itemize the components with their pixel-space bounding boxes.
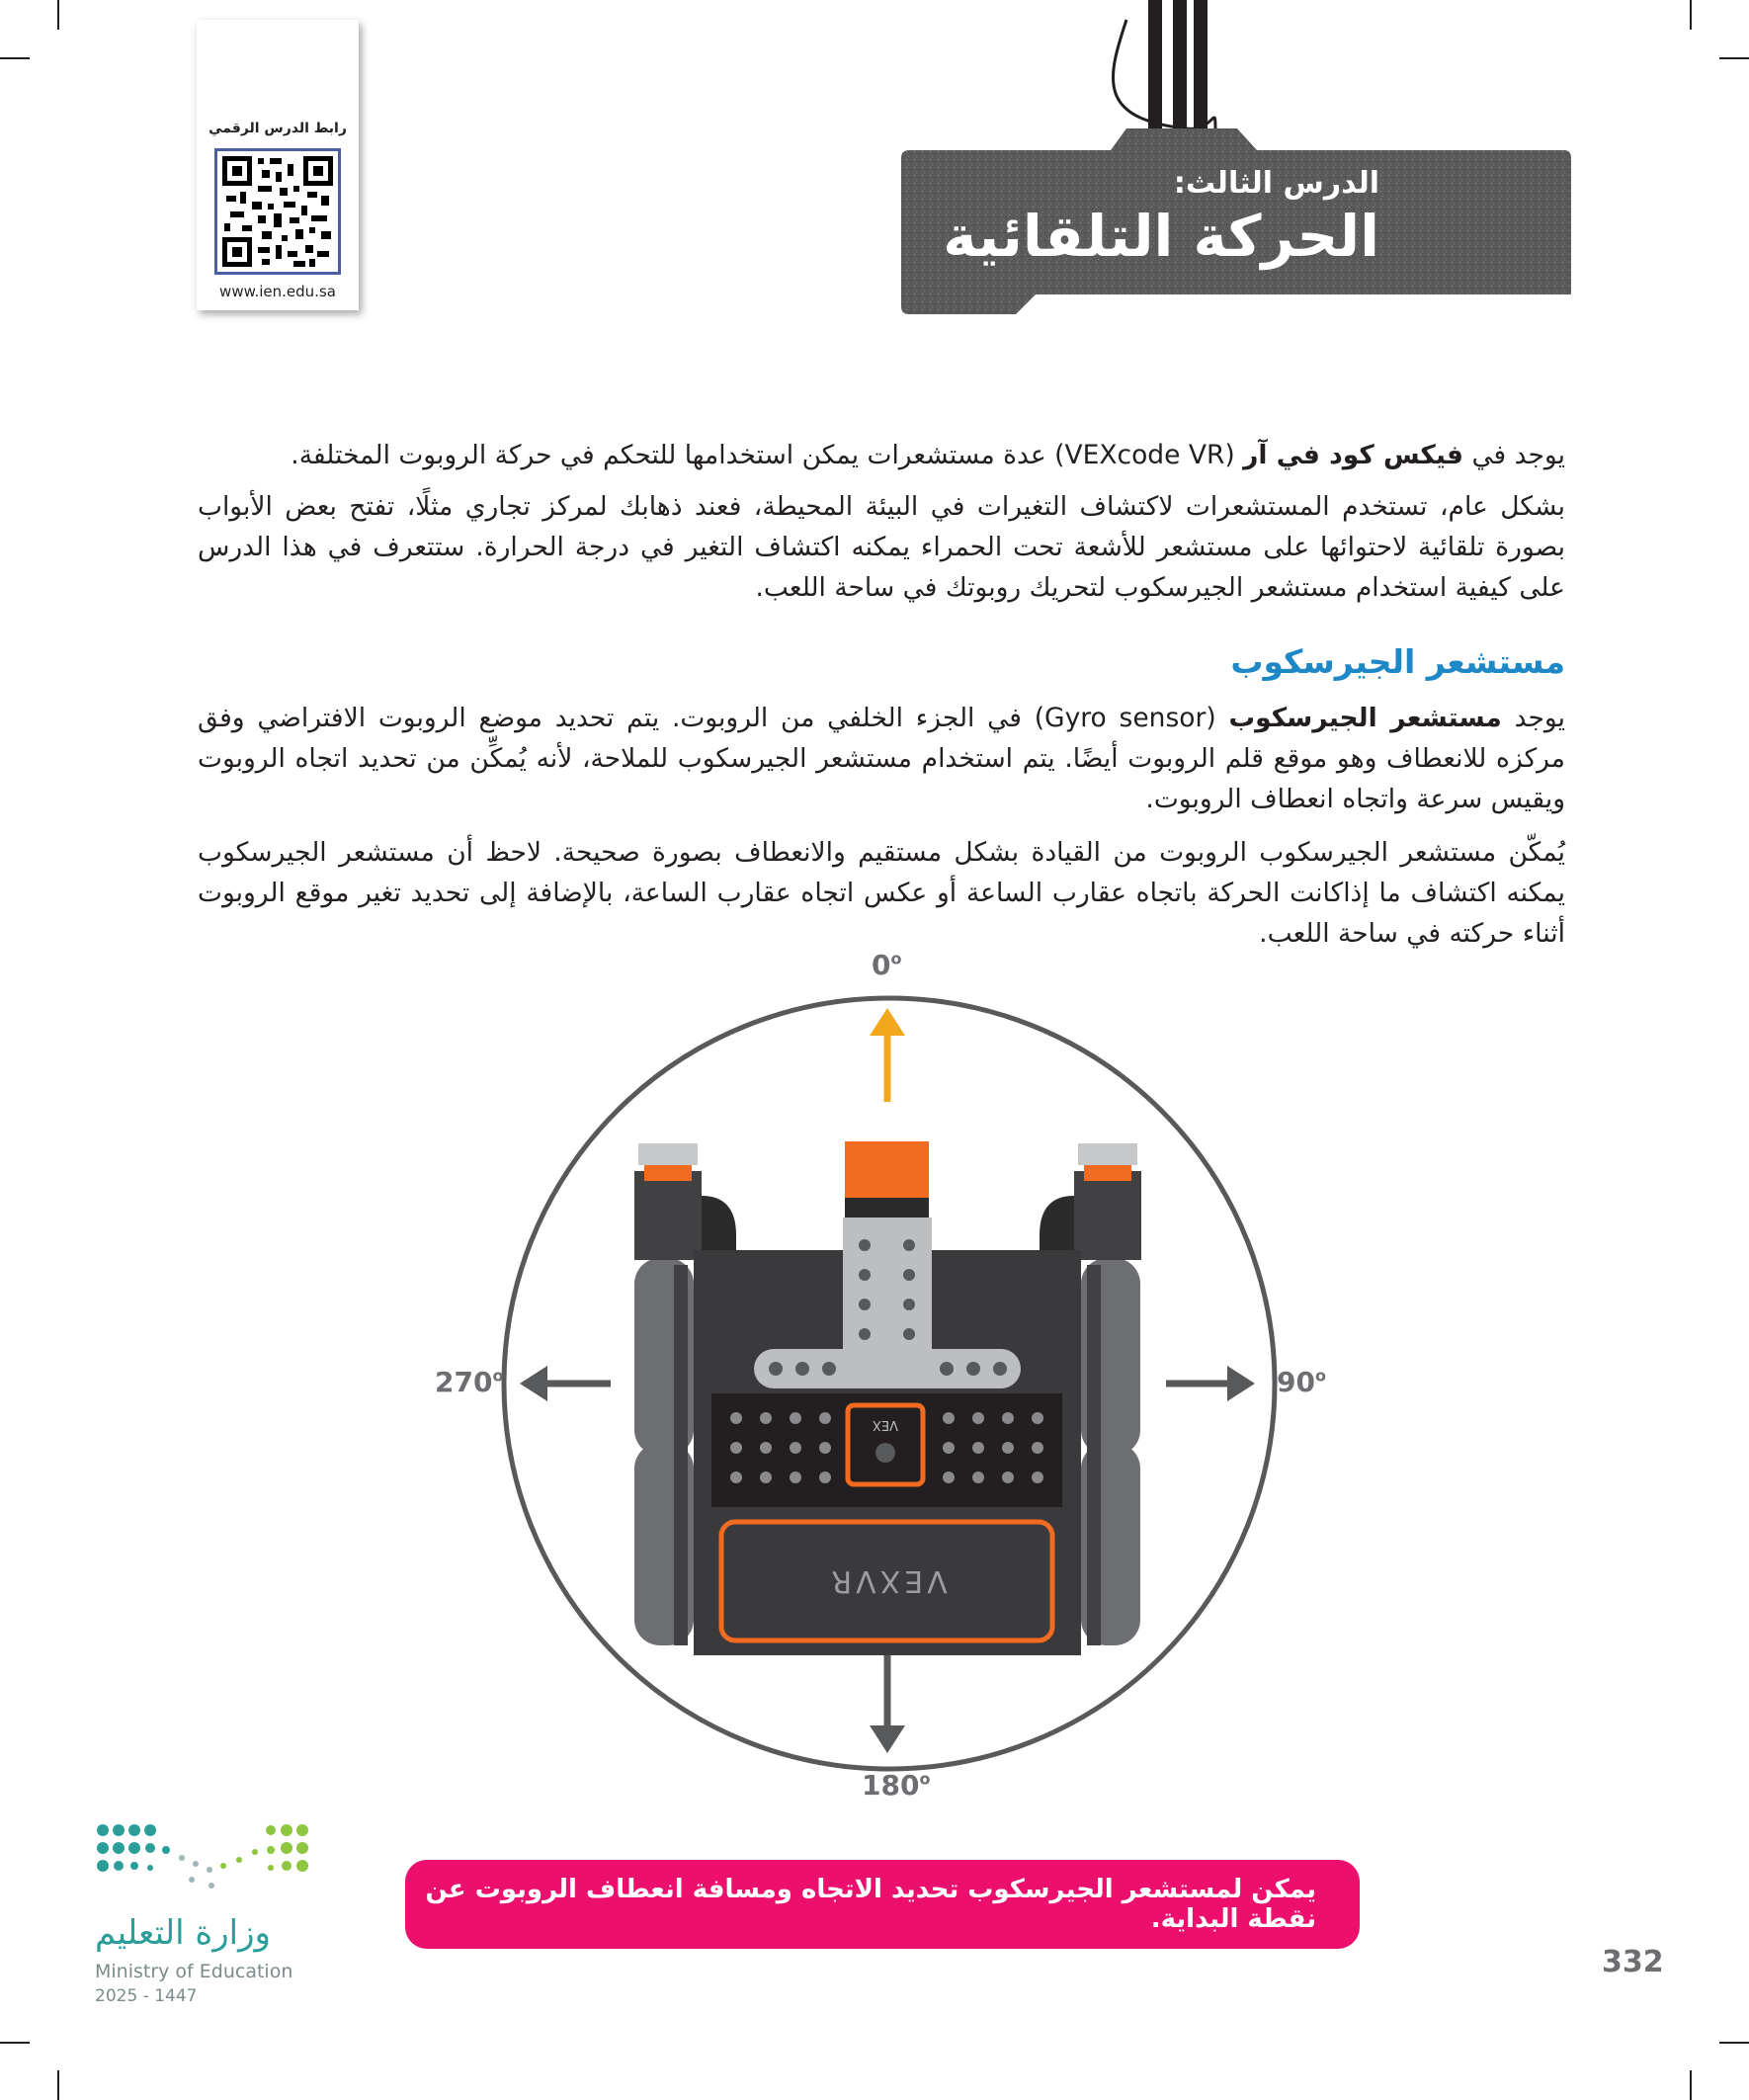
sensor-brand-label: VEX [872,1417,899,1432]
ministry-name-ar: وزارة التعليم [95,1913,271,1953]
qr-code-icon [222,156,333,267]
page-number: 332 [1602,1945,1664,1979]
angle-label-90: 90$^o$ [1277,1366,1326,1398]
arrow-up-icon [870,1008,905,1102]
ministry-name-en: Ministry of Education [95,1961,293,1982]
crop-mark [0,57,30,59]
robot-diagram-svg [415,949,1304,1828]
qr-code[interactable] [214,148,341,275]
crop-mark [57,2070,59,2100]
gyro-sensor-term: مستشعر الجيرسكوب [1228,703,1502,733]
page-title: الحركة التلقائية [943,203,1379,270]
qr-url[interactable]: www.ien.edu.sa [219,283,336,300]
academic-year: 2025 - 1447 [95,1986,198,2006]
crop-mark [0,2042,30,2044]
gyro-paragraph-1: يوجد مستشعر الجيرسكوب (Gyro sensor) في الجزء الخلفي من الروبوت. يتم تحديد موضع الروبوت الافتراضي وفق مركزه للانعطاف وهو موقع قلم الروبوت أيضًا. يتم استخدام مستشعر الجيرسكوب للملاحة، لأنه يُمكِّن من تحديد اتجاه الروبوت ويقيس سرعة واتجاه انعطاف الروبوت. [198,703,1565,814]
crop-mark [1690,0,1692,30]
key-point-callout: يمكن لمستشعر الجيرسكوب تحديد الاتجاه ومسافة انعطاف الروبوت عن نقطة البداية. [405,1860,1360,1949]
angle-label-270: 270$^o$ [435,1366,504,1398]
arrow-down-icon [870,1655,905,1753]
qr-caption: رابط الدرس الرقمي [208,121,347,136]
crop-mark [1719,57,1749,59]
angle-label-180: 180$^o$ [862,1769,931,1802]
vexcode-vr-term: فيكس كود في آر [1243,440,1464,470]
intro-paragraph-2: بشكل عام، تستخدم المستشعرات لاكتشاف التغيرات في البيئة المحيطة، فعند ذهابك لمركز تجاري مثلًا، تفتح بعض الأبواب بصورة تلقائية لاحتوائها على مستشعر للأشعة تحت الحمراء يمكنه اكتشاف التغير في درجة الحرارة. ستتعرف في هذا الدرس على كيفية استخدام مستشعر الجيرسكوب لتحريك روبوتك في ساحة اللعب. [198,491,1565,603]
gyro-direction-diagram [415,949,1326,1828]
robot-brand-label: VEXVR [827,1563,948,1598]
angle-label-0: 0$^o$ [872,949,902,981]
qr-card[interactable] [197,20,359,310]
lesson-number: الدرس الثالث: [1173,166,1379,201]
arrow-left-icon [520,1366,611,1401]
crop-mark [1690,2070,1692,2100]
lesson-banner [889,0,1581,316]
crop-mark [57,0,59,30]
ministry-dots-icon [93,1820,330,1909]
crop-mark [1719,2042,1749,2044]
gyro-paragraph-2: يُمكّن مستشعر الجيرسكوب الروبوت من القيادة بشكل مستقيم والانعطاف بصورة صحيحة. لاحظ أن مستشعر الجيرسكوب يمكنه اكتشاف ما إذاكانت الحركة باتجاه عقارب الساعة أو عكس اتجاه عقارب الساعة، بالإضافة إلى تحديد تغير موقع الروبوت أثناء حركته في ساحة اللعب. [198,837,1565,949]
intro-paragraph-1: يوجد في فيكس كود في آر (VEXcode VR) عدة مستشعرات يمكن استخدامها للتحكم في حركة الروبوت المختلفة. [291,440,1565,470]
arrow-right-icon [1166,1366,1255,1401]
section-heading: مستشعر الجيرسكوب [1230,642,1565,681]
